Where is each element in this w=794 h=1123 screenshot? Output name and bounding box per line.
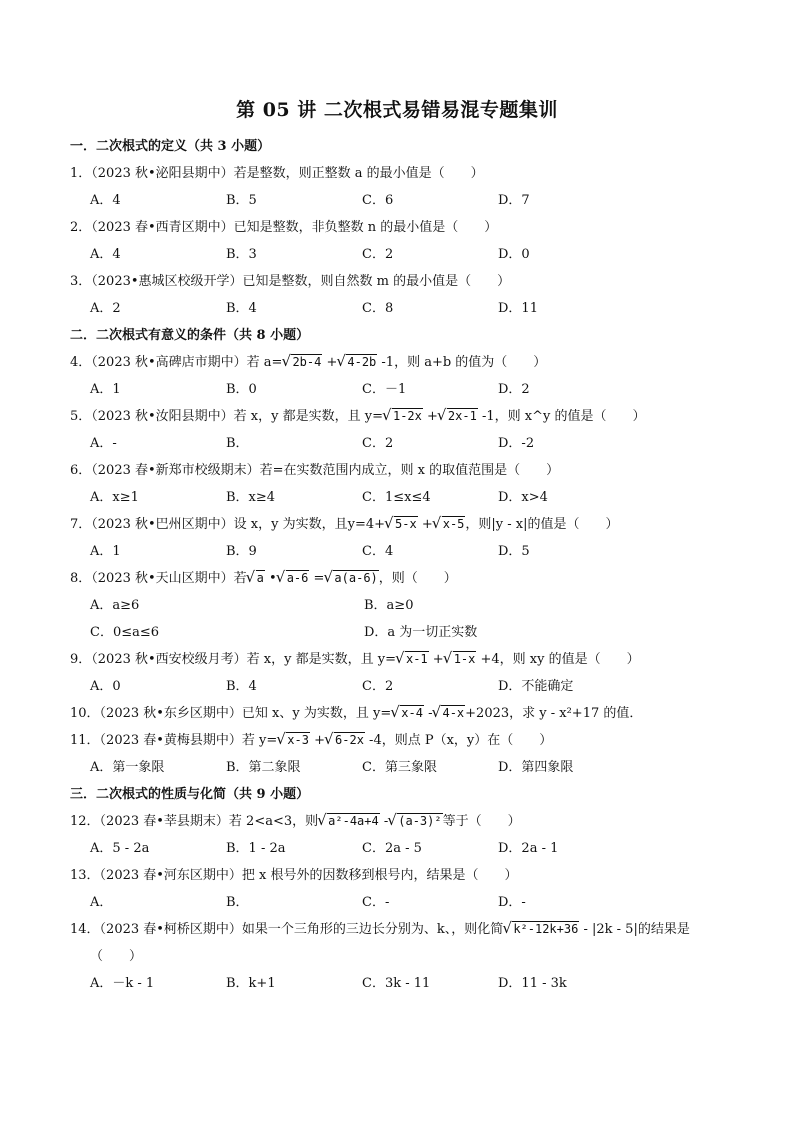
text-fragment: - bbox=[423, 706, 433, 721]
question-12 bbox=[70, 808, 740, 835]
option: A．5 - 2a bbox=[90, 841, 150, 856]
question-list bbox=[70, 133, 740, 997]
options-8-row-1 bbox=[70, 592, 740, 619]
text-fragment: ，则（ ） bbox=[378, 571, 457, 586]
section-heading: 二．二次根式有意义的条件（共 8 小题） bbox=[70, 328, 310, 343]
radicand: a-6 bbox=[286, 571, 309, 585]
option: D．x>4 bbox=[498, 490, 548, 505]
text-fragment: 11．（2023 春•黄梅县期中）若 y= bbox=[70, 733, 278, 748]
option: A．－k - 1 bbox=[90, 976, 155, 991]
option: B．4 bbox=[226, 679, 257, 694]
sqrt-expression bbox=[383, 403, 423, 430]
radicand: 6-2x bbox=[335, 733, 364, 747]
question-6: 6．（2023 春•新郑市校级期末）若=在实数范围内成立，则 x 的取值范围是（ ） bbox=[70, 463, 560, 478]
option: D．-2 bbox=[498, 436, 535, 451]
option: D．不能确定 bbox=[498, 679, 574, 694]
option: D．第四象限 bbox=[498, 760, 574, 775]
option: B．k+1 bbox=[226, 976, 276, 991]
option: B．第二象限 bbox=[226, 760, 301, 775]
option: B．0 bbox=[226, 382, 257, 397]
radicand: x-3 bbox=[287, 733, 309, 747]
question-14-continuation: （ ） bbox=[90, 949, 143, 964]
option: B．4 bbox=[226, 301, 257, 316]
option: C．2a - 5 bbox=[362, 841, 422, 856]
question-4 bbox=[70, 349, 740, 376]
option: A．1 bbox=[90, 382, 121, 397]
option: A．第一象限 bbox=[90, 760, 165, 775]
option: C．2 bbox=[362, 247, 394, 262]
text-fragment: + bbox=[309, 733, 326, 748]
radicand: 1-x bbox=[453, 652, 476, 666]
question-14 bbox=[70, 916, 740, 943]
options-8-row-2 bbox=[70, 619, 740, 646]
sqrt-expression bbox=[247, 565, 265, 592]
sqrt-expression bbox=[325, 727, 365, 754]
radicand: a(a-6) bbox=[334, 571, 378, 585]
text-fragment: - bbox=[379, 814, 389, 829]
text-fragment: 8．（2023 秋•天山区期中）若 bbox=[70, 571, 247, 586]
sqrt-expression bbox=[396, 646, 429, 673]
text-fragment: 10．（2023 秋•东乡区期中）已知 x、y 为实数，且 y= bbox=[70, 706, 392, 721]
option: C．- bbox=[362, 895, 390, 910]
option: A．x≥1 bbox=[90, 490, 139, 505]
text-fragment: -1，则 x^y 的值是（ ） bbox=[477, 409, 646, 424]
option: D．7 bbox=[498, 193, 530, 208]
radicand: x-5 bbox=[442, 517, 465, 531]
option: B． bbox=[226, 436, 249, 451]
option: A．4 bbox=[90, 247, 121, 262]
option: C．2 bbox=[362, 679, 394, 694]
option: B．9 bbox=[226, 544, 257, 559]
text-fragment: - |2k - 5|的结果是 bbox=[579, 922, 690, 937]
text-fragment: + bbox=[422, 409, 438, 424]
options-5 bbox=[70, 430, 740, 457]
option: A．a≥6 bbox=[90, 598, 140, 613]
radicand: x-4 bbox=[401, 706, 423, 720]
options-2 bbox=[70, 241, 740, 268]
options-11 bbox=[70, 754, 740, 781]
sqrt-expression bbox=[503, 916, 579, 943]
options-7 bbox=[70, 538, 740, 565]
text-fragment: 9．（2023 秋•西安校级月考）若 x，y 都是实数，且 y= bbox=[70, 652, 396, 667]
options-6 bbox=[70, 484, 740, 511]
sqrt-expression bbox=[432, 700, 465, 727]
radicand: 1-2x bbox=[392, 409, 422, 423]
option: C．3k - 11 bbox=[362, 976, 431, 991]
option: B． bbox=[226, 895, 249, 910]
text-fragment: + bbox=[322, 355, 338, 370]
option: B．a≥0 bbox=[364, 598, 414, 613]
radicand: (a-3)² bbox=[398, 814, 442, 828]
question-11 bbox=[70, 727, 740, 754]
option: D．2 bbox=[498, 382, 530, 397]
options-3 bbox=[70, 295, 740, 322]
radicand: 5-x bbox=[395, 517, 417, 531]
radicand: 4-2b bbox=[347, 355, 377, 369]
radicand: a bbox=[256, 571, 264, 585]
radicand: 2x-1 bbox=[447, 409, 477, 423]
question-8 bbox=[70, 565, 740, 592]
text-fragment: -1，则 a+b 的值为（ ） bbox=[377, 355, 547, 370]
question-2: 2．（2023 春•西青区期中）已知是整数，非负整数 n 的最小值是（ ） bbox=[70, 220, 498, 235]
sqrt-expression bbox=[277, 727, 310, 754]
option: B．5 bbox=[226, 193, 257, 208]
options-1 bbox=[70, 187, 740, 214]
sqrt-expression bbox=[324, 565, 378, 592]
question-5 bbox=[70, 403, 740, 430]
radicand: 4-x bbox=[442, 706, 465, 720]
sqrt-expression bbox=[438, 403, 478, 430]
option: C．0≤a≤6 bbox=[90, 625, 160, 640]
sqrt-expression bbox=[282, 349, 322, 376]
text-fragment: ，则|y - x|的值是（ ） bbox=[465, 517, 619, 532]
option: A．0 bbox=[90, 679, 121, 694]
radicand: 2b-4 bbox=[292, 355, 322, 369]
text-fragment: 7．（2023 秋•巴州区期中）设 x，y 为实数，且y=4+ bbox=[70, 517, 385, 532]
text-fragment: 14．（2023 春•柯桥区期中）如果一个三角形的三边长分别为、k、，则化简 bbox=[70, 922, 504, 937]
option: D．11 bbox=[498, 301, 538, 316]
option: D．- bbox=[498, 895, 526, 910]
radicand: x-1 bbox=[405, 652, 428, 666]
option: D．a 为一切正实数 bbox=[364, 625, 478, 640]
options-4 bbox=[70, 376, 740, 403]
option: D．2a - 1 bbox=[498, 841, 559, 856]
text-fragment: + bbox=[428, 652, 444, 667]
sqrt-expression bbox=[337, 349, 377, 376]
text-fragment: 5．（2023 秋•汝阳县期中）若 x，y 都是实数，且 y= bbox=[70, 409, 383, 424]
text-fragment: -4，则点 P（x，y）在（ ） bbox=[364, 733, 553, 748]
sqrt-expression bbox=[391, 700, 424, 727]
radicand: a²-4a+4 bbox=[328, 814, 379, 828]
option: B．3 bbox=[226, 247, 257, 262]
options-12 bbox=[70, 835, 740, 862]
options-13 bbox=[70, 889, 740, 916]
option: D．5 bbox=[498, 544, 530, 559]
option: D．0 bbox=[498, 247, 530, 262]
option: C．6 bbox=[362, 193, 394, 208]
question-7 bbox=[70, 511, 740, 538]
option: A．1 bbox=[90, 544, 121, 559]
option: B．1 - 2a bbox=[226, 841, 286, 856]
text-fragment: 12．（2023 春•莘县期末）若 2<a<3，则 bbox=[70, 814, 319, 829]
question-13: 13．（2023 春•河东区期中）把 x 根号外的因数移到根号内，结果是（ ） bbox=[70, 868, 518, 883]
option: A． bbox=[90, 895, 113, 910]
sqrt-expression bbox=[385, 511, 418, 538]
sqrt-expression bbox=[277, 565, 310, 592]
sqrt-expression bbox=[318, 808, 380, 835]
text-fragment: +4，则 xy 的值是（ ） bbox=[476, 652, 640, 667]
option: C．1≤x≤4 bbox=[362, 490, 431, 505]
sqrt-expression bbox=[388, 808, 442, 835]
options-14 bbox=[70, 970, 740, 997]
option: D．11 - 3k bbox=[498, 976, 567, 991]
options-9 bbox=[70, 673, 740, 700]
option: A．2 bbox=[90, 301, 121, 316]
page-title: 第 05 讲 二次根式易错易混专题集训 bbox=[236, 99, 558, 121]
option: A．4 bbox=[90, 193, 121, 208]
question-1: 1．（2023 秋•泌阳县期中）若是整数，则正整数 a 的最小值是（ ） bbox=[70, 166, 484, 181]
option: B．x≥4 bbox=[226, 490, 276, 505]
option: A．- bbox=[90, 436, 117, 451]
text-fragment: • bbox=[264, 571, 277, 586]
sqrt-expression bbox=[444, 646, 477, 673]
text-fragment: + bbox=[417, 517, 433, 532]
section-heading: 一．二次根式的定义（共 3 小题） bbox=[70, 139, 271, 154]
text-fragment: 4．（2023 秋•高碑店市期中）若 a= bbox=[70, 355, 283, 370]
text-fragment: = bbox=[309, 571, 325, 586]
question-3: 3．（2023•惠城区校级开学）已知是整数，则自然数 m 的最小值是（ ） bbox=[70, 274, 511, 289]
question-9 bbox=[70, 646, 740, 673]
option: C．8 bbox=[362, 301, 394, 316]
option: C．第三象限 bbox=[362, 760, 437, 775]
option: C．4 bbox=[362, 544, 394, 559]
text-fragment: +2023，求 y - x²+17 的值． bbox=[465, 706, 643, 721]
text-fragment: 等于（ ） bbox=[442, 814, 521, 829]
question-10 bbox=[70, 700, 740, 727]
sqrt-expression bbox=[433, 511, 466, 538]
option: C．2 bbox=[362, 436, 394, 451]
section-heading: 三．二次根式的性质与化简（共 9 小题） bbox=[70, 787, 310, 802]
option: C．－1 bbox=[362, 382, 407, 397]
radicand: k²-12k+36 bbox=[513, 922, 579, 936]
